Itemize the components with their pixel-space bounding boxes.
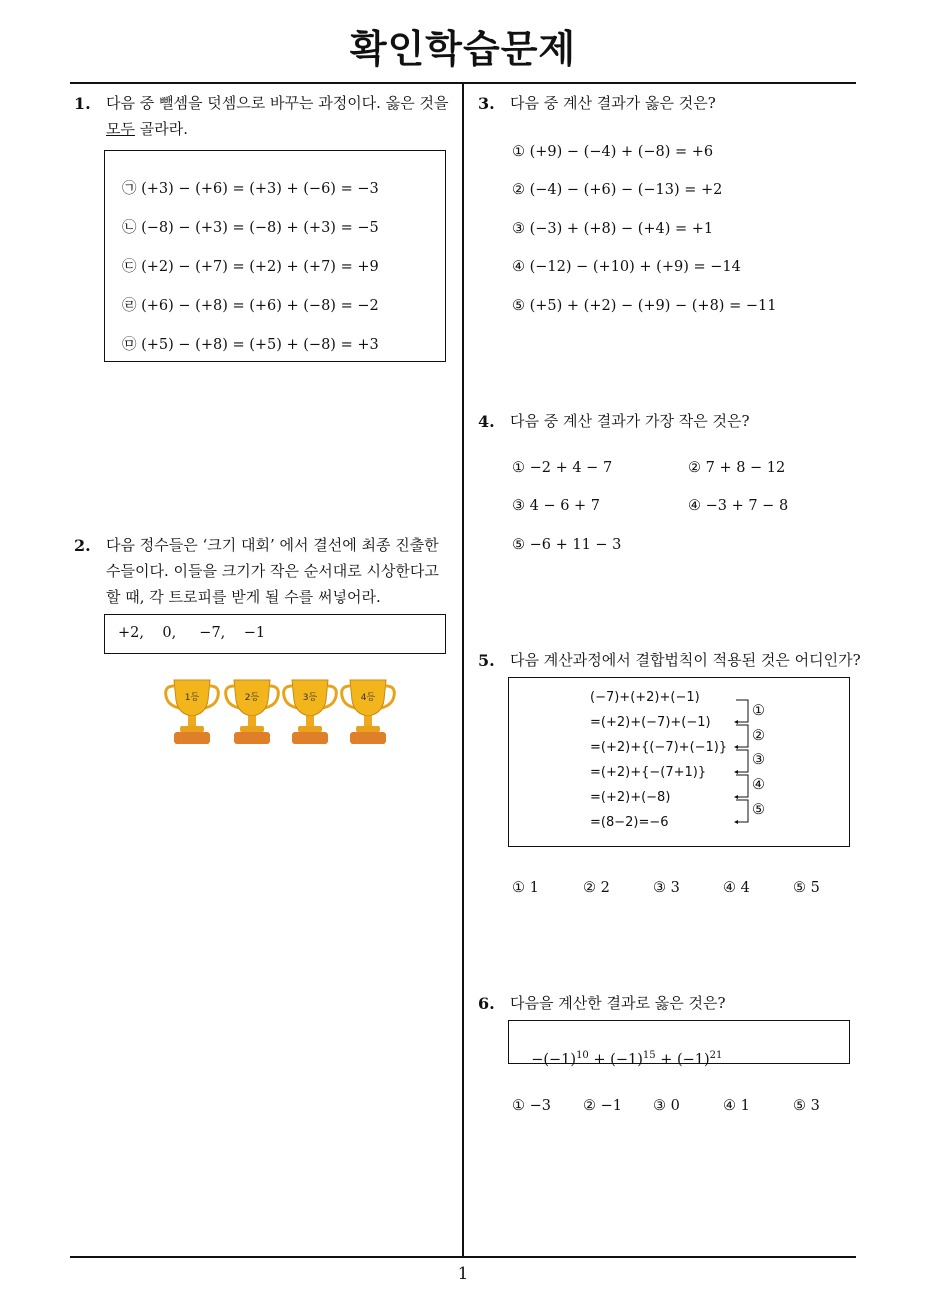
q5-option: ① 1 <box>512 880 539 896</box>
trophy-label: 1등 <box>184 693 200 703</box>
q4-option: ② 7 + 8 − 12 <box>688 460 786 476</box>
q2-number: 2. <box>74 536 91 555</box>
q1-item: ㉣ (+6) − (+8) = (+6) + (−8) = −2 <box>122 298 379 314</box>
q3-option: ④ (−12) − (+10) + (+9) = −14 <box>512 259 741 275</box>
q5-option: ④ 4 <box>723 880 750 896</box>
q2-line: 수들이다. 이들을 크기가 작은 순서대로 시상한다고 <box>106 562 439 580</box>
q5-step: =(8−2)=−6 <box>590 815 669 830</box>
q5-step: =(+2)+(−8) <box>590 790 671 805</box>
q6-option: ② −1 <box>583 1098 622 1114</box>
page-title: 확인학습문제 <box>349 27 577 71</box>
q4-option: ③ 4 − 6 + 7 <box>512 498 601 514</box>
q1-number: 1. <box>74 94 91 113</box>
trophy-label: 3등 <box>302 693 318 703</box>
q3-option: ⑤ (+5) + (+2) − (+9) − (+8) = −11 <box>512 298 777 314</box>
q3-option: ② (−4) − (+6) − (−13) = +2 <box>512 182 723 198</box>
q3-text: 다음 중 계산 결과가 옳은 것은? <box>510 94 716 112</box>
q5-number: 5. <box>478 651 495 670</box>
q4-option: ① −2 + 4 − 7 <box>512 460 613 476</box>
q1-text-underlined: 모두 <box>106 120 135 138</box>
q6-text: 다음을 계산한 결과로 옳은 것은? <box>510 994 726 1012</box>
trophy-icon <box>338 676 398 746</box>
q2-text <box>106 532 462 610</box>
trophy-icon <box>280 676 340 746</box>
q6-exponent: 10 <box>576 1050 589 1061</box>
q5-marker: ① <box>752 703 765 719</box>
q4-text: 다음 중 계산 결과가 가장 작은 것은? <box>510 412 750 430</box>
q5-step: (−7)+(+2)+(−1) <box>590 690 700 705</box>
q3-option: ① (+9) − (−4) + (−8) = +6 <box>512 144 714 160</box>
q5-marker: ④ <box>752 777 765 793</box>
q2-line: 할 때, 각 트로피를 받게 될 수를 써넣어라. <box>106 588 381 606</box>
q6-expr-part: −(−1) <box>531 1051 577 1068</box>
q5-text: 다음 계산과정에서 결합법칙이 적용된 것은 어디인가? <box>510 651 861 669</box>
trophy-icon <box>222 676 282 746</box>
q5-marker: ③ <box>752 752 765 768</box>
q1-text-a: 다음 중 뺄셈을 덧셈으로 바꾸는 과정이다. 옳은 것을 <box>106 94 449 112</box>
q6-expr-part: + (−1) <box>588 1051 643 1068</box>
q2-numbers: +2, 0, −7, −1 <box>118 625 266 641</box>
q6-number: 6. <box>478 994 495 1013</box>
q1-item: ㉢ (+2) − (+7) = (+2) + (+7) = +9 <box>122 259 379 275</box>
trophy-label: 2등 <box>244 693 260 703</box>
q5-step: =(+2)+{−(7+1)} <box>590 765 707 780</box>
q1-item: ㉠ (+3) − (+6) = (+3) + (−6) = −3 <box>122 181 379 197</box>
q6-option: ⑤ 3 <box>793 1098 820 1114</box>
q5-option: ⑤ 5 <box>793 880 820 896</box>
trophy-row <box>162 676 402 748</box>
q1-item: ㉤ (+5) − (+8) = (+5) + (−8) = +3 <box>122 337 379 353</box>
trophy-icon <box>162 676 222 746</box>
q3-option: ③ (−3) + (+8) − (+4) = +1 <box>512 221 714 237</box>
q6-exponent: 21 <box>709 1050 723 1061</box>
q5-step: =(+2)+{(−7)+(−1)} <box>590 740 728 755</box>
q5-option: ② 2 <box>583 880 610 896</box>
q4-number: 4. <box>478 412 495 431</box>
q1-text <box>106 90 460 142</box>
q5-marker: ② <box>752 728 765 744</box>
page-number: 1 <box>457 1264 469 1284</box>
column-divider <box>462 82 464 1258</box>
bottom-rule <box>70 1256 856 1258</box>
q3-number: 3. <box>478 94 495 113</box>
q4-option: ④ −3 + 7 − 8 <box>688 498 789 514</box>
q6-option: ① −3 <box>512 1098 551 1114</box>
q6-expr-part: + (−1) <box>655 1051 710 1068</box>
q6-exponent: 15 <box>642 1050 656 1061</box>
q5-step: =(+2)+(−7)+(−1) <box>590 715 711 730</box>
q6-option: ③ 0 <box>653 1098 680 1114</box>
trophy-label: 4등 <box>360 693 376 703</box>
q5-marker: ⑤ <box>752 802 765 818</box>
q4-option: ⑤ −6 + 11 − 3 <box>512 537 622 553</box>
q6-expression <box>522 1034 722 1068</box>
q5-option: ③ 3 <box>653 880 680 896</box>
q2-line: 다음 정수들은 ‘크기 대회’ 에서 결선에 최종 진출한 <box>106 536 439 554</box>
q1-text-b: 골라라. <box>134 120 188 138</box>
q1-item: ㉡ (−8) − (+3) = (−8) + (+3) = −5 <box>122 220 379 236</box>
q6-option: ④ 1 <box>723 1098 750 1114</box>
